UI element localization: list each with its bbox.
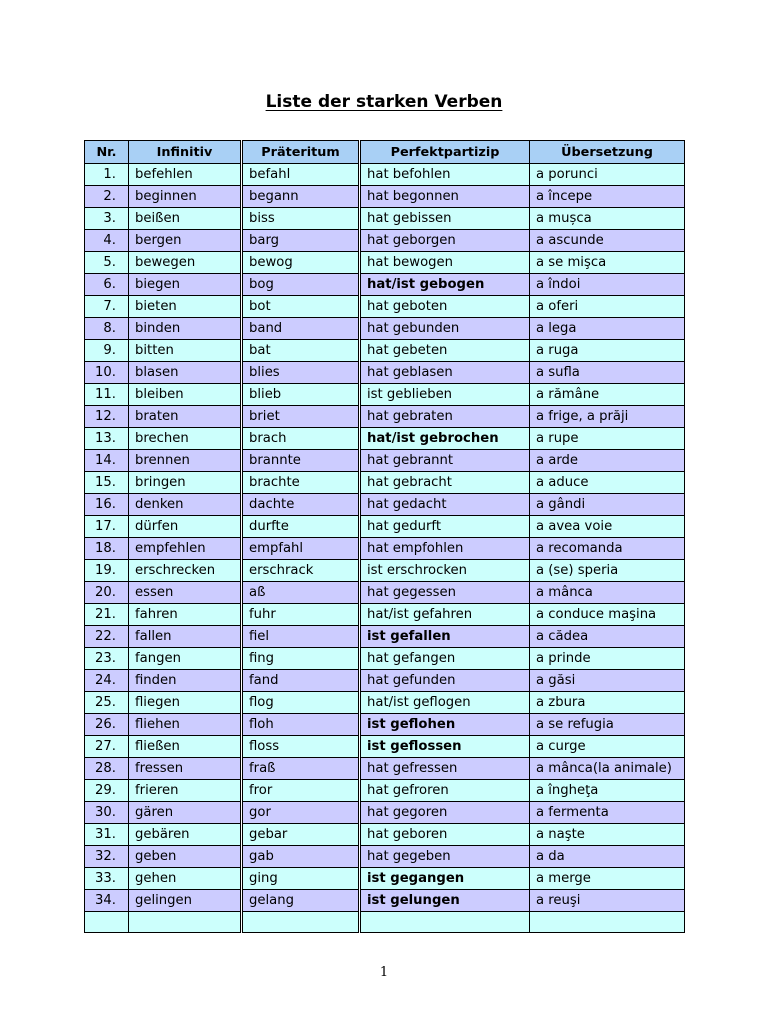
cell-infinitiv: bringen — [129, 472, 242, 494]
cell-infinitiv: fahren — [129, 604, 242, 626]
cell-perfektpartizip: hat geborgen — [360, 230, 530, 252]
cell-infinitiv: brennen — [129, 450, 242, 472]
cell-nr: 21. — [85, 604, 129, 626]
cell-prateritum: biss — [242, 208, 360, 230]
cell-perfektpartizip: hat/ist gebogen — [360, 274, 530, 296]
cell-prateritum: bewog — [242, 252, 360, 274]
cell-ubersetzung: a găsi — [530, 670, 685, 692]
cell-perfektpartizip: hat gegoren — [360, 802, 530, 824]
cell-ubersetzung: a se refugia — [530, 714, 685, 736]
cell-perfektpartizip: hat bewogen — [360, 252, 530, 274]
cell-ubersetzung: a conduce maşina — [530, 604, 685, 626]
cell-nr: 9. — [85, 340, 129, 362]
cell-nr: 33. — [85, 868, 129, 890]
cell-perfektpartizip: hat befohlen — [360, 164, 530, 186]
cell-prateritum: bog — [242, 274, 360, 296]
cell-infinitiv: gehen — [129, 868, 242, 890]
cell-nr: 23. — [85, 648, 129, 670]
cell-perfektpartizip: ist geflossen — [360, 736, 530, 758]
cell-prateritum: fing — [242, 648, 360, 670]
cell-nr: 19. — [85, 560, 129, 582]
cell-perfektpartizip: hat gebeten — [360, 340, 530, 362]
cell-ubersetzung: a porunci — [530, 164, 685, 186]
cell-infinitiv: fließen — [129, 736, 242, 758]
table-row — [85, 890, 685, 912]
cell-infinitiv: bleiben — [129, 384, 242, 406]
table-row — [85, 692, 685, 714]
cell-nr: 18. — [85, 538, 129, 560]
table-row — [85, 648, 685, 670]
cell-prateritum: bat — [242, 340, 360, 362]
cell-prateritum: flog — [242, 692, 360, 714]
cell-infinitiv: fallen — [129, 626, 242, 648]
cell-ubersetzung: a ruga — [530, 340, 685, 362]
cell-infinitiv: blasen — [129, 362, 242, 384]
cell-ubersetzung: a gândi — [530, 494, 685, 516]
table-row — [85, 296, 685, 318]
table-row — [85, 516, 685, 538]
header-infinitiv: Infinitiv — [129, 141, 242, 164]
table-row — [85, 670, 685, 692]
cell-infinitiv: biegen — [129, 274, 242, 296]
cell-perfektpartizip: hat gegeben — [360, 846, 530, 868]
cell-nr: 16. — [85, 494, 129, 516]
table-row — [85, 604, 685, 626]
page-title: Liste der starken Verben — [265, 92, 503, 112]
table-row — [85, 472, 685, 494]
cell-nr: 20. — [85, 582, 129, 604]
cell-infinitiv: dürfen — [129, 516, 242, 538]
cell-perfektpartizip: hat gefressen — [360, 758, 530, 780]
cell-ubersetzung: a rămâne — [530, 384, 685, 406]
table-header-row — [85, 141, 685, 164]
cell-nr: 32. — [85, 846, 129, 868]
cell-prateritum: briet — [242, 406, 360, 428]
cell-perfektpartizip: ist gelungen — [360, 890, 530, 912]
table-row — [85, 186, 685, 208]
cell-prateritum: brach — [242, 428, 360, 450]
cell-perfektpartizip: ist erschrocken — [360, 560, 530, 582]
cell-ubersetzung: a rupe — [530, 428, 685, 450]
cell-ubersetzung: a cădea — [530, 626, 685, 648]
cell-perfektpartizip: hat begonnen — [360, 186, 530, 208]
cell-prateritum: fraß — [242, 758, 360, 780]
header-ubersetzung: Übersetzung — [530, 141, 685, 164]
cell-prateritum: fiel — [242, 626, 360, 648]
cell-prateritum: gebar — [242, 824, 360, 846]
cell-nr: 25. — [85, 692, 129, 714]
table-row — [85, 780, 685, 802]
cell-nr: 28. — [85, 758, 129, 780]
cell-infinitiv: frieren — [129, 780, 242, 802]
cell-ubersetzung: a avea voie — [530, 516, 685, 538]
table-row — [85, 252, 685, 274]
cell-ubersetzung: a începe — [530, 186, 685, 208]
page-number: 1 — [379, 965, 389, 980]
cell-nr: 11. — [85, 384, 129, 406]
header-prateritum: Präteritum — [242, 141, 360, 164]
cell-ubersetzung: a arde — [530, 450, 685, 472]
cell-prateritum: fror — [242, 780, 360, 802]
cell-ubersetzung: a fermenta — [530, 802, 685, 824]
cell-ubersetzung: a zbura — [530, 692, 685, 714]
cell-infinitiv: fressen — [129, 758, 242, 780]
cell-ubersetzung: a mânca — [530, 582, 685, 604]
table-row — [85, 714, 685, 736]
cell-infinitiv: bieten — [129, 296, 242, 318]
cell-nr: 29. — [85, 780, 129, 802]
cell-infinitiv: bitten — [129, 340, 242, 362]
table-row — [85, 802, 685, 824]
cell-perfektpartizip: ist geflohen — [360, 714, 530, 736]
cell-nr: 27. — [85, 736, 129, 758]
table-row — [85, 230, 685, 252]
cell-nr: 24. — [85, 670, 129, 692]
table-row — [85, 274, 685, 296]
cell-nr: 22. — [85, 626, 129, 648]
table-row — [85, 164, 685, 186]
cell-prateritum: aß — [242, 582, 360, 604]
header-nr: Nr. — [85, 141, 129, 164]
cell-prateritum: durfte — [242, 516, 360, 538]
cell-nr: 14. — [85, 450, 129, 472]
cell-nr: 4. — [85, 230, 129, 252]
cell-perfektpartizip: hat gebissen — [360, 208, 530, 230]
cell-nr: 7. — [85, 296, 129, 318]
cell-perfektpartizip: hat geboten — [360, 296, 530, 318]
cell-prateritum: gor — [242, 802, 360, 824]
cell-prateritum: floss — [242, 736, 360, 758]
cell-prateritum: fand — [242, 670, 360, 692]
cell-nr: 3. — [85, 208, 129, 230]
cell-nr: 15. — [85, 472, 129, 494]
cell-ubersetzung: a prinde — [530, 648, 685, 670]
cell-prateritum: brachte — [242, 472, 360, 494]
cell-prateritum: fuhr — [242, 604, 360, 626]
cell-infinitiv: befehlen — [129, 164, 242, 186]
cell-perfektpartizip: hat geboren — [360, 824, 530, 846]
table-row — [85, 340, 685, 362]
cell-infinitiv: denken — [129, 494, 242, 516]
strong-verbs-table — [84, 140, 685, 933]
table-row — [85, 626, 685, 648]
table-row — [85, 406, 685, 428]
cell-prateritum: floh — [242, 714, 360, 736]
cell-ubersetzung: a da — [530, 846, 685, 868]
cell-ubersetzung: a merge — [530, 868, 685, 890]
header-perfektpartizip: Perfektpartizip — [360, 141, 530, 164]
cell-ubersetzung: a oferi — [530, 296, 685, 318]
cell-nr: 6. — [85, 274, 129, 296]
cell-prateritum — [242, 912, 360, 933]
cell-infinitiv: gebären — [129, 824, 242, 846]
table-row — [85, 384, 685, 406]
table-row — [85, 582, 685, 604]
cell-perfektpartizip: hat gedacht — [360, 494, 530, 516]
cell-perfektpartizip — [360, 912, 530, 933]
cell-infinitiv — [129, 912, 242, 933]
cell-perfektpartizip: hat gedurft — [360, 516, 530, 538]
cell-infinitiv: fliehen — [129, 714, 242, 736]
cell-infinitiv: bergen — [129, 230, 242, 252]
cell-perfektpartizip: hat gebunden — [360, 318, 530, 340]
cell-infinitiv: beginnen — [129, 186, 242, 208]
cell-ubersetzung: a se mişca — [530, 252, 685, 274]
table-row — [85, 912, 685, 933]
cell-prateritum: barg — [242, 230, 360, 252]
cell-nr: 1. — [85, 164, 129, 186]
cell-nr: 12. — [85, 406, 129, 428]
cell-ubersetzung: a curge — [530, 736, 685, 758]
cell-perfektpartizip: hat gefunden — [360, 670, 530, 692]
table-row — [85, 208, 685, 230]
table-row — [85, 450, 685, 472]
cell-perfektpartizip: hat/ist geflogen — [360, 692, 530, 714]
cell-perfektpartizip: hat gegessen — [360, 582, 530, 604]
cell-nr: 10. — [85, 362, 129, 384]
cell-infinitiv: fangen — [129, 648, 242, 670]
table-row — [85, 362, 685, 384]
cell-ubersetzung: a naşte — [530, 824, 685, 846]
cell-ubersetzung: a îndoi — [530, 274, 685, 296]
cell-nr: 31. — [85, 824, 129, 846]
cell-perfektpartizip: hat gebrannt — [360, 450, 530, 472]
table-body — [85, 164, 685, 933]
cell-prateritum: bot — [242, 296, 360, 318]
cell-prateritum: blies — [242, 362, 360, 384]
cell-infinitiv: essen — [129, 582, 242, 604]
cell-prateritum: dachte — [242, 494, 360, 516]
cell-ubersetzung: a reuşi — [530, 890, 685, 912]
cell-nr: 30. — [85, 802, 129, 824]
table-row — [85, 428, 685, 450]
cell-ubersetzung: a recomanda — [530, 538, 685, 560]
cell-ubersetzung: a mânca(la animale) — [530, 758, 685, 780]
cell-nr — [85, 912, 129, 933]
cell-infinitiv: erschrecken — [129, 560, 242, 582]
cell-infinitiv: braten — [129, 406, 242, 428]
cell-perfektpartizip: hat/ist gefahren — [360, 604, 530, 626]
cell-perfektpartizip: hat gefroren — [360, 780, 530, 802]
cell-ubersetzung: a (se) speria — [530, 560, 685, 582]
cell-ubersetzung: a mușca — [530, 208, 685, 230]
cell-infinitiv: binden — [129, 318, 242, 340]
cell-infinitiv: gären — [129, 802, 242, 824]
cell-perfektpartizip: hat geblasen — [360, 362, 530, 384]
cell-infinitiv: bewegen — [129, 252, 242, 274]
cell-nr: 5. — [85, 252, 129, 274]
cell-nr: 2. — [85, 186, 129, 208]
table-row — [85, 846, 685, 868]
cell-perfektpartizip: hat gefangen — [360, 648, 530, 670]
cell-infinitiv: gelingen — [129, 890, 242, 912]
cell-perfektpartizip: hat/ist gebrochen — [360, 428, 530, 450]
cell-prateritum: ging — [242, 868, 360, 890]
cell-infinitiv: geben — [129, 846, 242, 868]
table-row — [85, 560, 685, 582]
cell-infinitiv: fliegen — [129, 692, 242, 714]
cell-prateritum: begann — [242, 186, 360, 208]
cell-ubersetzung: a aduce — [530, 472, 685, 494]
cell-prateritum: gelang — [242, 890, 360, 912]
cell-ubersetzung: a ascunde — [530, 230, 685, 252]
cell-perfektpartizip: ist gefallen — [360, 626, 530, 648]
table-row — [85, 318, 685, 340]
table-row — [85, 538, 685, 560]
cell-ubersetzung — [530, 912, 685, 933]
cell-nr: 13. — [85, 428, 129, 450]
cell-perfektpartizip: ist gegangen — [360, 868, 530, 890]
cell-prateritum: erschrack — [242, 560, 360, 582]
cell-prateritum: empfahl — [242, 538, 360, 560]
cell-ubersetzung: a frige, a prăji — [530, 406, 685, 428]
table-row — [85, 494, 685, 516]
cell-nr: 8. — [85, 318, 129, 340]
cell-perfektpartizip: hat gebracht — [360, 472, 530, 494]
table-row — [85, 824, 685, 846]
cell-nr: 17. — [85, 516, 129, 538]
cell-nr: 26. — [85, 714, 129, 736]
cell-ubersetzung: a sufla — [530, 362, 685, 384]
cell-infinitiv: empfehlen — [129, 538, 242, 560]
cell-infinitiv: beißen — [129, 208, 242, 230]
cell-prateritum: blieb — [242, 384, 360, 406]
cell-prateritum: befahl — [242, 164, 360, 186]
cell-nr: 34. — [85, 890, 129, 912]
cell-infinitiv: brechen — [129, 428, 242, 450]
table-row — [85, 736, 685, 758]
cell-perfektpartizip: ist geblieben — [360, 384, 530, 406]
cell-prateritum: brannte — [242, 450, 360, 472]
table-row — [85, 758, 685, 780]
cell-ubersetzung: a lega — [530, 318, 685, 340]
cell-perfektpartizip: hat empfohlen — [360, 538, 530, 560]
cell-ubersetzung: a îngheţa — [530, 780, 685, 802]
table-row — [85, 868, 685, 890]
cell-infinitiv: finden — [129, 670, 242, 692]
cell-prateritum: band — [242, 318, 360, 340]
cell-prateritum: gab — [242, 846, 360, 868]
cell-perfektpartizip: hat gebraten — [360, 406, 530, 428]
